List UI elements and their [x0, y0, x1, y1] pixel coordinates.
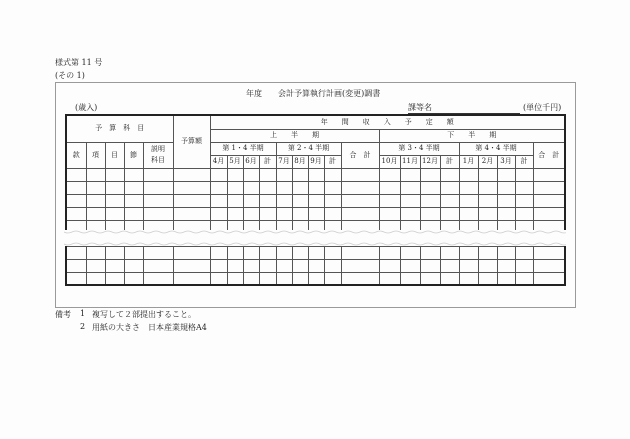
cell[interactable]	[308, 272, 324, 285]
cell[interactable]	[105, 259, 124, 272]
cell[interactable]	[497, 168, 515, 181]
q3-subtotal: 計	[440, 155, 459, 168]
cell[interactable]	[420, 181, 440, 194]
cell[interactable]	[533, 168, 565, 181]
cell[interactable]	[276, 259, 292, 272]
cell[interactable]	[459, 246, 478, 259]
budget-plan-table	[65, 114, 566, 286]
cell[interactable]	[440, 181, 459, 194]
cell[interactable]	[173, 181, 210, 194]
cell[interactable]	[227, 194, 243, 207]
cell[interactable]	[478, 194, 497, 207]
cell[interactable]	[124, 246, 143, 259]
cell[interactable]	[324, 207, 341, 220]
cell[interactable]	[86, 272, 105, 285]
cell[interactable]	[533, 181, 565, 194]
cell[interactable]	[66, 246, 86, 259]
cell[interactable]	[210, 194, 227, 207]
cell[interactable]	[66, 207, 86, 220]
q1-subtotal: 計	[259, 155, 276, 168]
cell[interactable]	[379, 194, 400, 207]
cell[interactable]	[243, 207, 259, 220]
cell[interactable]	[400, 272, 420, 285]
cell[interactable]	[259, 259, 276, 272]
cell[interactable]	[124, 207, 143, 220]
table-row	[66, 272, 565, 285]
cell[interactable]	[173, 272, 210, 285]
cell[interactable]	[243, 259, 259, 272]
month-jun: 6月	[243, 155, 259, 168]
cell[interactable]	[440, 194, 459, 207]
q2-subtotal: 計	[324, 155, 341, 168]
table-row	[66, 181, 565, 194]
cell[interactable]	[86, 194, 105, 207]
cell[interactable]	[324, 272, 341, 285]
cell[interactable]	[379, 246, 400, 259]
cell[interactable]	[276, 207, 292, 220]
cell[interactable]	[292, 181, 308, 194]
cell[interactable]	[143, 207, 173, 220]
cell[interactable]	[276, 168, 292, 181]
fiscal-year-label: 年度	[246, 89, 262, 98]
cell[interactable]	[227, 168, 243, 181]
cell[interactable]	[259, 181, 276, 194]
month-aug: 8月	[292, 155, 308, 168]
month-sep: 9月	[308, 155, 324, 168]
explanation-line2: 科目	[151, 156, 165, 164]
cell[interactable]	[259, 246, 276, 259]
cell[interactable]	[143, 168, 173, 181]
cell[interactable]	[292, 259, 308, 272]
cell[interactable]	[259, 272, 276, 285]
cell[interactable]	[227, 181, 243, 194]
cell[interactable]	[259, 194, 276, 207]
cell[interactable]	[86, 181, 105, 194]
cell[interactable]	[308, 207, 324, 220]
cell[interactable]	[515, 259, 533, 272]
cell[interactable]	[420, 259, 440, 272]
month-apr: 4月	[210, 155, 227, 168]
month-jul: 7月	[276, 155, 292, 168]
month-jan: 1月	[459, 155, 478, 168]
note-1-text: 複写して２部提出すること。	[92, 310, 196, 319]
month-nov: 11月	[400, 155, 420, 168]
col-kou: 項	[86, 142, 105, 168]
month-may: 5月	[227, 155, 243, 168]
cell[interactable]	[379, 168, 400, 181]
cell[interactable]	[459, 168, 478, 181]
cell[interactable]	[292, 194, 308, 207]
q1-header: 第 1・4 半期	[210, 142, 276, 155]
table-row	[66, 194, 565, 207]
cell[interactable]	[308, 194, 324, 207]
cell[interactable]	[227, 272, 243, 285]
cell[interactable]	[497, 272, 515, 285]
cell[interactable]	[259, 207, 276, 220]
cell[interactable]	[105, 168, 124, 181]
cell[interactable]	[124, 272, 143, 285]
form-title: 会計予算執行計画(変更)調書	[278, 89, 381, 98]
cell[interactable]	[276, 181, 292, 194]
cell[interactable]	[66, 194, 86, 207]
cell[interactable]	[324, 246, 341, 259]
cell[interactable]	[400, 168, 420, 181]
cell[interactable]	[143, 259, 173, 272]
explanation-line1: 説明	[151, 144, 165, 153]
cell[interactable]	[86, 168, 105, 181]
note-1-number: 1	[80, 309, 86, 318]
cell[interactable]	[497, 246, 515, 259]
cell[interactable]	[308, 168, 324, 181]
cell[interactable]	[324, 194, 341, 207]
cell[interactable]	[66, 259, 86, 272]
cell[interactable]	[124, 259, 143, 272]
cell[interactable]	[341, 272, 379, 285]
first-half-header: 上 半 期	[210, 129, 379, 142]
cell[interactable]	[86, 246, 105, 259]
cell[interactable]	[276, 272, 292, 285]
cell[interactable]	[379, 259, 400, 272]
cell[interactable]	[243, 168, 259, 181]
cell[interactable]	[210, 259, 227, 272]
cell[interactable]	[420, 207, 440, 220]
cell[interactable]	[420, 246, 440, 259]
budget-item-header: 予 算 科 目	[66, 115, 173, 142]
cell[interactable]	[292, 246, 308, 259]
cell[interactable]	[259, 168, 276, 181]
cell[interactable]	[308, 181, 324, 194]
cell[interactable]	[243, 181, 259, 194]
notes-label: 備考	[55, 310, 71, 319]
cell[interactable]	[105, 194, 124, 207]
table-row	[66, 207, 565, 220]
cell[interactable]	[497, 181, 515, 194]
cell[interactable]	[341, 259, 379, 272]
cell[interactable]	[515, 194, 533, 207]
cell[interactable]	[173, 259, 210, 272]
cell[interactable]	[86, 207, 105, 220]
col-setsu: 節	[124, 142, 143, 168]
cell[interactable]	[478, 259, 497, 272]
cell[interactable]	[440, 168, 459, 181]
cell[interactable]	[292, 272, 308, 285]
cell[interactable]	[379, 181, 400, 194]
cell[interactable]	[124, 194, 143, 207]
cell[interactable]	[420, 272, 440, 285]
cell[interactable]	[400, 207, 420, 220]
q4-subtotal: 計	[515, 155, 533, 168]
cell[interactable]	[533, 207, 565, 220]
cell[interactable]	[105, 246, 124, 259]
cell[interactable]	[440, 259, 459, 272]
category-label: (歳入)	[75, 103, 98, 112]
table-row	[66, 246, 565, 259]
cell[interactable]	[243, 194, 259, 207]
cell[interactable]	[105, 272, 124, 285]
cell[interactable]	[459, 207, 478, 220]
cell[interactable]	[420, 168, 440, 181]
cell[interactable]	[400, 181, 420, 194]
col-moku: 目	[105, 142, 124, 168]
annual-revenue-header: 年 間 収 入 予 定 額	[210, 115, 565, 129]
cell[interactable]	[400, 194, 420, 207]
cell[interactable]	[440, 246, 459, 259]
cell[interactable]	[341, 181, 379, 194]
cell[interactable]	[227, 246, 243, 259]
cell[interactable]	[324, 168, 341, 181]
department-label: 課等名	[408, 102, 520, 114]
q2-header: 第 2・4 半期	[276, 142, 341, 155]
cell[interactable]	[210, 246, 227, 259]
cell[interactable]	[515, 207, 533, 220]
cell[interactable]	[478, 272, 497, 285]
cell[interactable]	[400, 246, 420, 259]
budget-amount-header: 予算額	[173, 115, 210, 168]
cell[interactable]	[440, 272, 459, 285]
cell[interactable]	[66, 272, 86, 285]
cell[interactable]	[515, 181, 533, 194]
cell[interactable]	[143, 246, 173, 259]
cell[interactable]	[276, 194, 292, 207]
cell[interactable]	[292, 168, 308, 181]
cell[interactable]	[210, 272, 227, 285]
cell[interactable]	[210, 207, 227, 220]
cell[interactable]	[533, 259, 565, 272]
cell[interactable]	[459, 259, 478, 272]
cell[interactable]	[66, 168, 86, 181]
cell[interactable]	[497, 259, 515, 272]
cell[interactable]	[124, 181, 143, 194]
cell[interactable]	[292, 207, 308, 220]
note-2-number: 2	[80, 322, 86, 331]
cell[interactable]	[105, 207, 124, 220]
cell[interactable]	[227, 259, 243, 272]
cell[interactable]	[308, 259, 324, 272]
cell[interactable]	[515, 272, 533, 285]
cell[interactable]	[243, 246, 259, 259]
cell[interactable]	[105, 181, 124, 194]
table-break-divider	[64, 230, 566, 246]
cell[interactable]	[478, 168, 497, 181]
form-sub-number: (その 1)	[55, 71, 85, 80]
cell[interactable]	[341, 168, 379, 181]
department-field[interactable]	[408, 102, 520, 114]
cell[interactable]	[324, 181, 341, 194]
cell[interactable]	[497, 207, 515, 220]
cell[interactable]	[341, 246, 379, 259]
table-row	[66, 168, 565, 181]
cell[interactable]	[173, 246, 210, 259]
cell[interactable]	[478, 181, 497, 194]
cell[interactable]	[173, 194, 210, 207]
cell[interactable]	[86, 259, 105, 272]
cell[interactable]	[515, 246, 533, 259]
cell[interactable]	[515, 168, 533, 181]
note-2-text: 用紙の大きさ 日本産業規格A4	[92, 323, 207, 332]
form-number: 様式第 11 号	[55, 58, 103, 67]
first-half-total-header: 合 計	[341, 142, 379, 168]
cell[interactable]	[459, 194, 478, 207]
cell[interactable]	[143, 194, 173, 207]
cell[interactable]	[276, 246, 292, 259]
second-half-header: 下 半 期	[379, 129, 565, 142]
month-dec: 12月	[420, 155, 440, 168]
cell[interactable]	[533, 246, 565, 259]
cell[interactable]	[440, 207, 459, 220]
cell[interactable]	[308, 246, 324, 259]
cell[interactable]	[173, 207, 210, 220]
month-mar: 3月	[497, 155, 515, 168]
cell[interactable]	[341, 207, 379, 220]
cell[interactable]	[533, 194, 565, 207]
cell[interactable]	[459, 272, 478, 285]
cell[interactable]	[341, 194, 379, 207]
cell[interactable]	[533, 272, 565, 285]
cell[interactable]	[478, 246, 497, 259]
q3-header: 第 3・4 半期	[379, 142, 459, 155]
cell[interactable]	[478, 207, 497, 220]
cell[interactable]	[420, 194, 440, 207]
cell[interactable]	[143, 272, 173, 285]
col-kan: 款	[66, 142, 86, 168]
cell[interactable]	[379, 207, 400, 220]
second-half-total-header: 合 計	[533, 142, 565, 168]
cell[interactable]	[66, 181, 86, 194]
cell[interactable]	[497, 194, 515, 207]
cell[interactable]	[210, 168, 227, 181]
cell[interactable]	[210, 181, 227, 194]
cell[interactable]	[459, 181, 478, 194]
table-row	[66, 259, 565, 272]
cell[interactable]	[324, 259, 341, 272]
col-explanation	[143, 142, 173, 168]
cell[interactable]	[227, 207, 243, 220]
unit-label: (単位千円)	[523, 103, 562, 112]
cell[interactable]	[243, 272, 259, 285]
cell[interactable]	[173, 168, 210, 181]
month-oct: 10月	[379, 155, 400, 168]
cell[interactable]	[143, 181, 173, 194]
cell[interactable]	[379, 272, 400, 285]
cell[interactable]	[124, 168, 143, 181]
month-feb: 2月	[478, 155, 497, 168]
q4-header: 第 4・4 半期	[459, 142, 533, 155]
cell[interactable]	[400, 259, 420, 272]
